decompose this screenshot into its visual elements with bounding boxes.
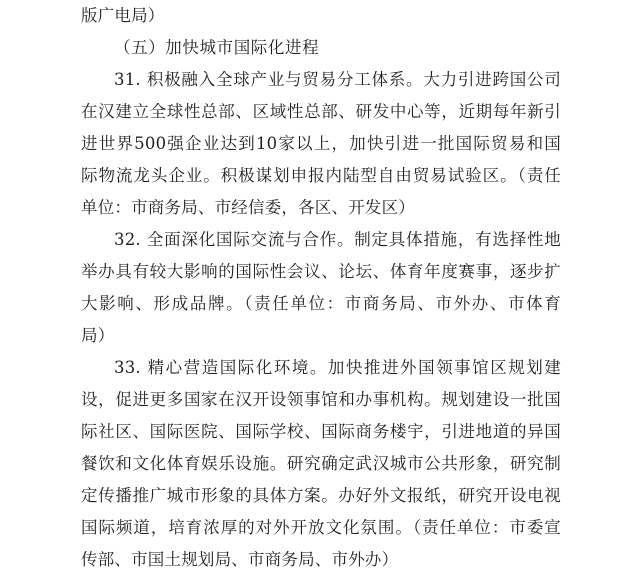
item-32-line-1: 32. 全面深化国际交流与合作。制定具体措施，有选择性地 [114, 230, 561, 249]
item-31-line-5: 单位：市商务局、市经信委，各区、开发区） [81, 198, 415, 217]
section-heading: （五）加快城市国际化进程 [114, 38, 320, 57]
item-33-line-6: 国际频道，培育浓厚的对外开放文化氛围。（责任单位：市委宣 [81, 518, 561, 537]
item-32-line-2: 举办具有较大影响的国际性会议、论坛、体育年度赛事，逐步扩 [81, 262, 561, 281]
item-33-line-7: 传部、市国土规划局、市商务局、市外办） [81, 550, 399, 569]
item-32-line-4: 局） [81, 326, 115, 345]
item-32-line-3: 大影响、形成品牌。（责任单位：市商务局、市外办、市体育 [81, 294, 561, 313]
item-33-line-1: 33. 精心营造国际化环境。加快推进外国领事馆区规划建 [114, 358, 561, 377]
item-31-line-4: 际物流龙头企业。积极谋划申报内陆型自由贸易试验区。（责任 [81, 166, 561, 185]
item-31-line-3: 进世界500强企业达到10家以上，加快引进一批国际贸易和国 [81, 134, 561, 153]
item-31-line-2: 在汉建立全球性总部、区域性总部、研发中心等，近期每年新引 [81, 102, 561, 121]
item-33-line-5: 定传播推广城市形象的具体方案。办好外文报纸，研究开设电视 [81, 486, 561, 505]
item-33-line-3: 际社区、国际医院、国际学校、国际商务楼宇，引进地道的异国 [81, 422, 561, 441]
top-fragment-line: 版广电局） [81, 6, 165, 25]
item-31-line-1: 31. 积极融入全球产业与贸易分工体系。大力引进跨国公司 [114, 70, 561, 89]
item-33-line-4: 餐饮和文化体育娱乐设施。研究确定武汉城市公共形象，研究制 [81, 454, 561, 473]
item-33-line-2: 设，促进更多国家在汉开设领事馆和办事机构。规划建设一批国 [81, 390, 561, 409]
